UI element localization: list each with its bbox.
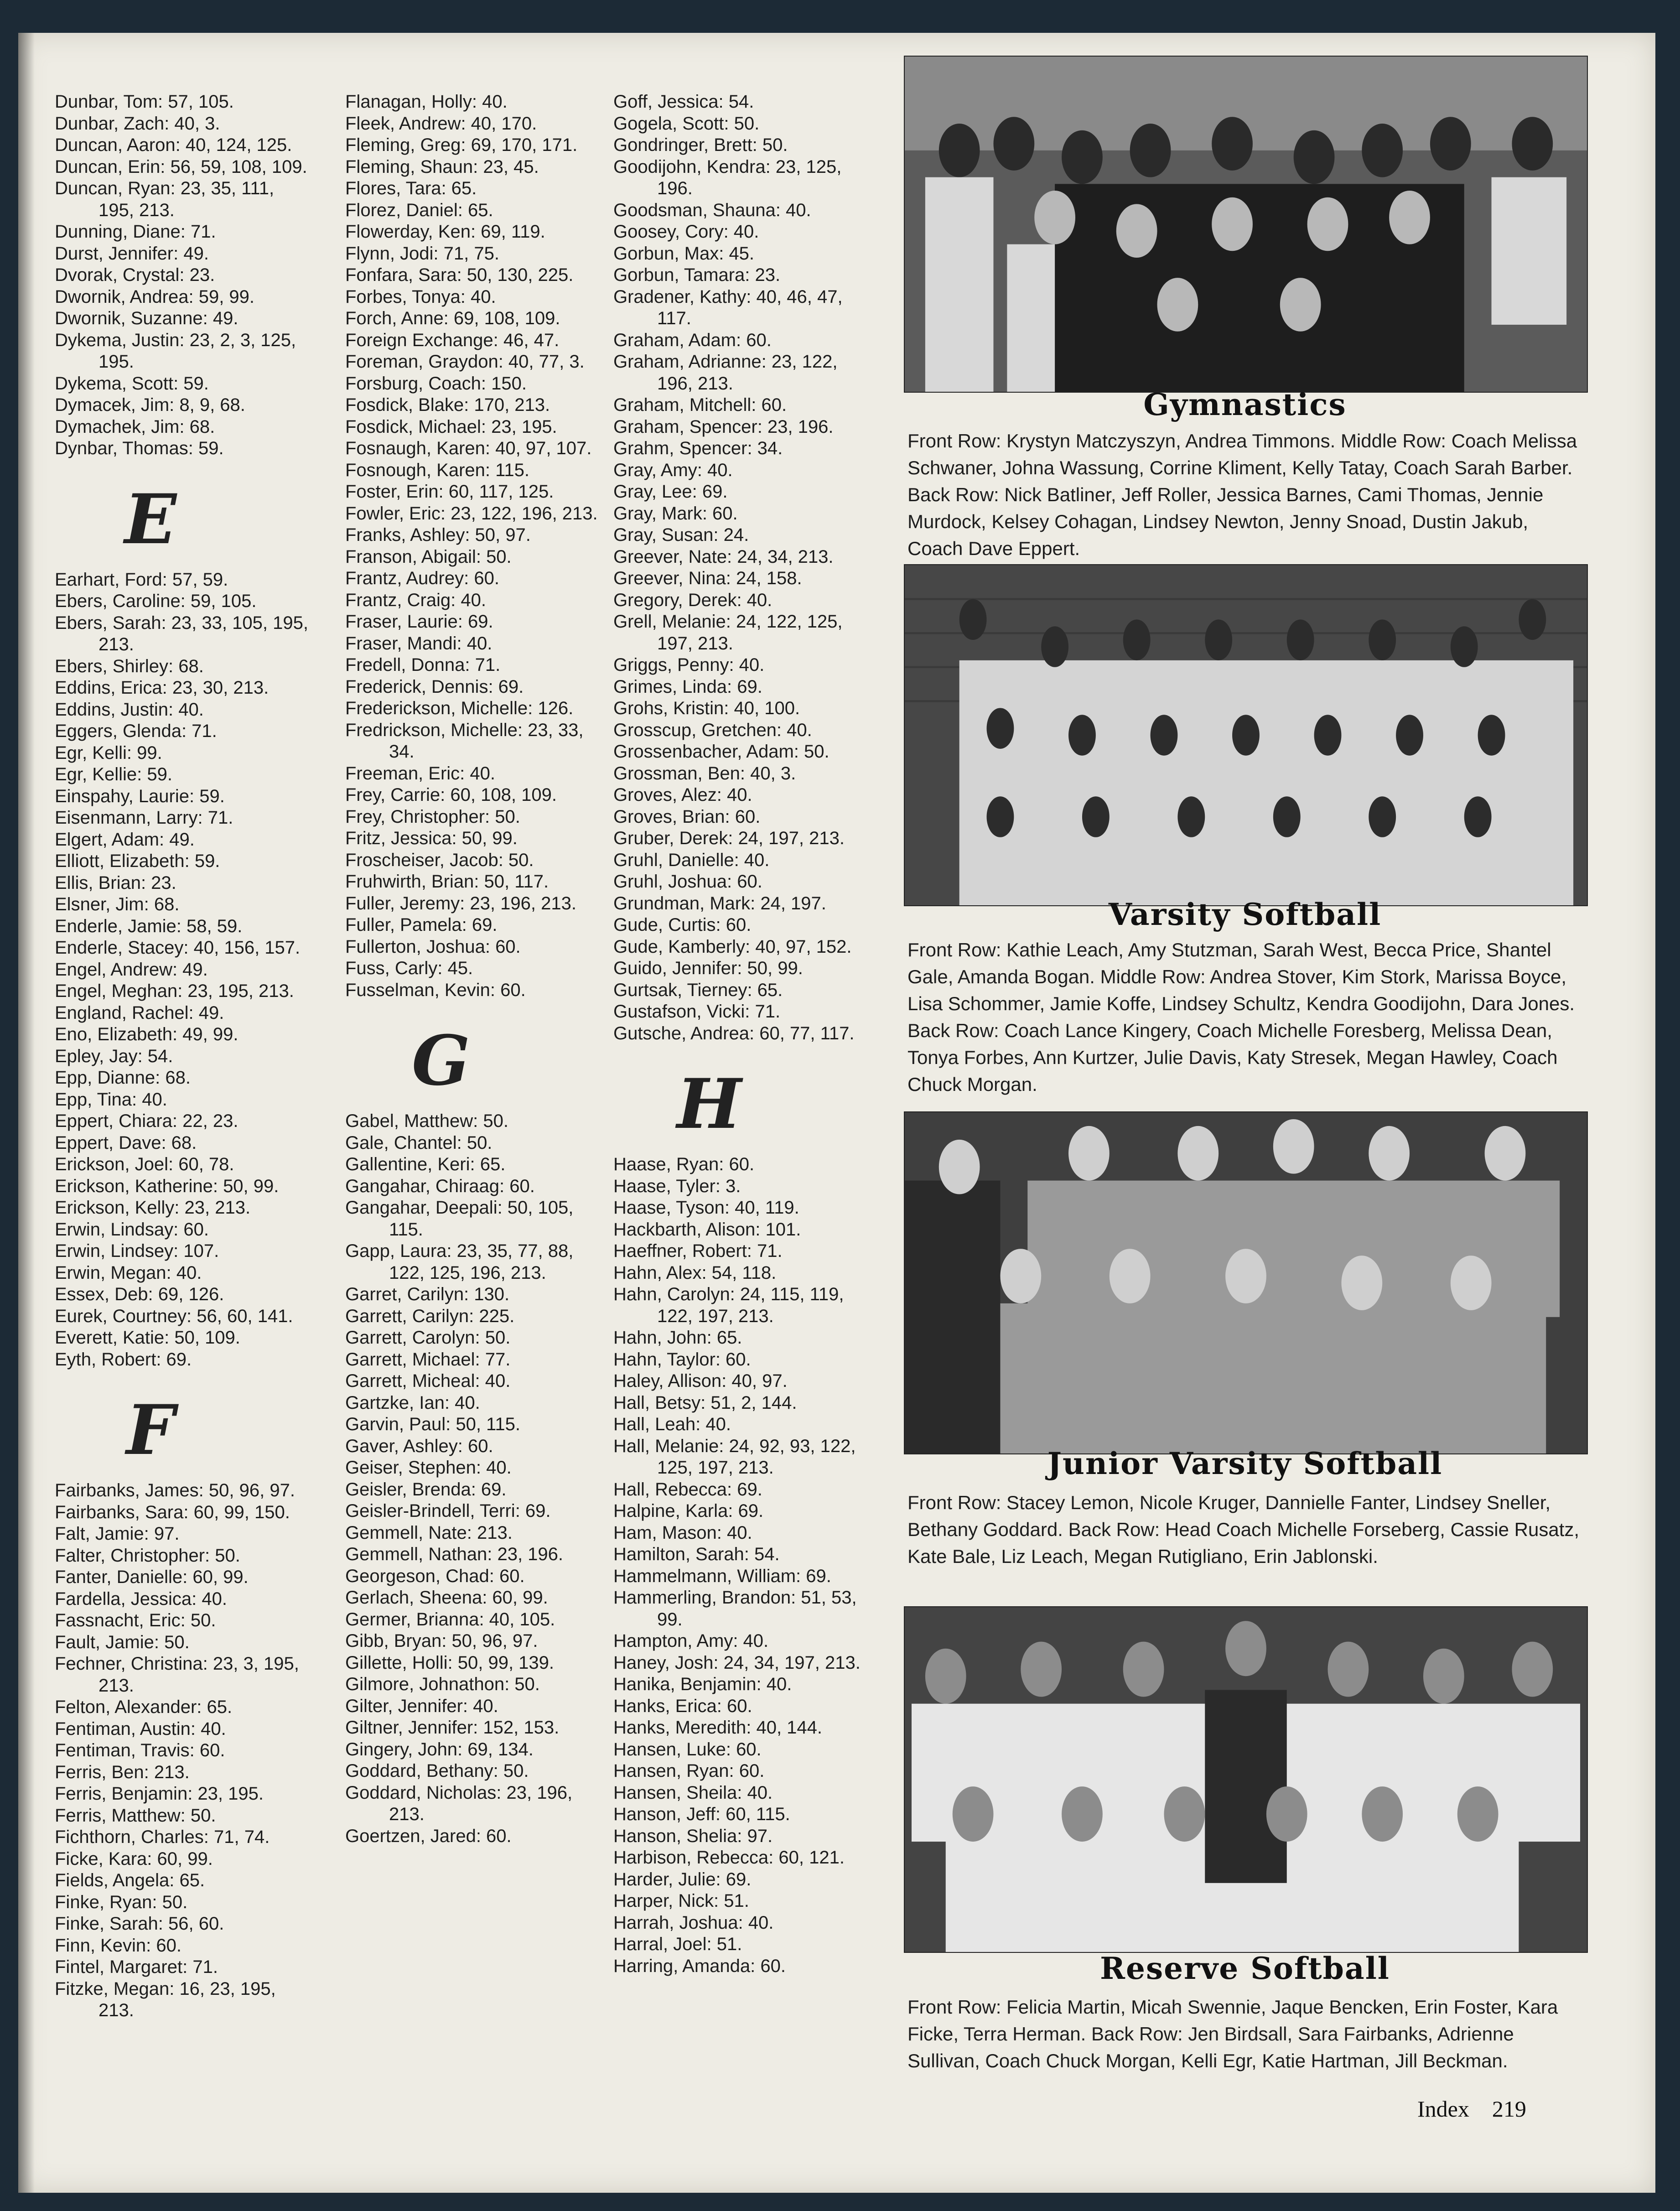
index-group-f-cont (345, 91, 601, 1001)
index-entry: Frey, Christopher: 50. (345, 806, 520, 827)
index-entry: Hansen, Sheila: 40. (613, 1782, 773, 1803)
index-entry: Georgeson, Chad: 60. (345, 1566, 525, 1586)
index-entry: Egr, Kellie: 59. (55, 764, 172, 784)
index-entry: Fentiman, Travis: 60. (55, 1740, 225, 1760)
index-entry: Gregory, Derek: 40. (613, 590, 773, 610)
index-entry: Garrett, Michael: 77. (345, 1349, 511, 1370)
index-entry: Everett, Katie: 50, 109. (55, 1328, 240, 1348)
index-entry: Graham, Mitchell: 60. (613, 395, 787, 415)
index-entry: Earhart, Ford: 57, 59. (55, 569, 228, 590)
index-entry: Griggs, Penny: 40. (613, 655, 765, 675)
varsity-softball-team-photo (904, 564, 1588, 906)
index-entry: Grundman, Mark: 24, 197. (613, 893, 826, 913)
index-entry: Fosdick, Blake: 170, 213. (345, 395, 550, 415)
index-entry: Finke, Sarah: 56, 60. (55, 1914, 224, 1934)
index-entry: Grossenbacher, Adam: 50. (613, 742, 830, 762)
index-entry: Geisler, Brenda: 69. (345, 1479, 507, 1500)
index-group-d (55, 91, 310, 460)
index-entry: Gray, Mark: 60. (613, 503, 738, 524)
index-entry: Durst, Jennifer: 49. (55, 243, 209, 264)
index-entry: Erwin, Lindsay: 60. (55, 1219, 209, 1240)
index-entry: Dwornik, Suzanne: 49. (55, 308, 239, 328)
index-group-g (345, 1111, 601, 1847)
index-entry: Dunbar, Tom: 57, 105. (55, 92, 234, 112)
index-entry: Erwin, Megan: 40. (55, 1262, 202, 1283)
index-entry: Fowler, Eric: 23, 122, 196, 213. (345, 503, 598, 524)
index-entry: Grossman, Ben: 40, 3. (613, 763, 796, 784)
index-entry: Fechner, Christina: 23, 3, 195, 213. (55, 1654, 299, 1696)
index-entry: Haase, Tyson: 40, 119. (613, 1198, 799, 1218)
index-entry: Erickson, Kelly: 23, 213. (55, 1198, 251, 1218)
index-entry: Goddard, Nicholas: 23, 196, 213. (345, 1782, 573, 1824)
index-entry: Hahn, Alex: 54, 118. (613, 1262, 777, 1283)
section-letter-g: G (411, 1021, 471, 1101)
index-entry: Gaver, Ashley: 60. (345, 1436, 493, 1456)
index-entry: Hahn, Carolyn: 24, 115, 119, 122, 197, 213. (613, 1284, 844, 1326)
index-entry: Eyth, Robert: 69. (55, 1349, 192, 1370)
index-entry: Dymachek, Jim: 68. (55, 416, 215, 437)
index-entry: Haase, Ryan: 60. (613, 1154, 755, 1174)
team-caption-reserve-softball: Front Row: Felicia Martin, Micah Swennie, Jaque Bencken, Erin Foster, Kara Ficke, Terra Herman. Back Row: Jen Birdsall, Sara Fairbanks, Adrienne Sullivan, Coach Chuck Morgan, Kelli Egr, Katie Hartman, Jill Beckman. (907, 1996, 1558, 2071)
index-entry: Grell, Melanie: 24, 122, 125, 197, 213. (613, 612, 843, 654)
index-entry: Flores, Tara: 65. (345, 178, 477, 198)
index-entry: Fonfara, Sara: 50, 130, 225. (345, 265, 574, 285)
index-entry: Grohs, Kristin: 40, 100. (613, 698, 800, 718)
index-entry: Giltner, Jennifer: 152, 153. (345, 1718, 560, 1738)
index-entry: Gude, Curtis: 60. (613, 915, 752, 935)
index-entry: Fentiman, Austin: 40. (55, 1718, 226, 1739)
index-entry: Dunning, Diane: 71. (55, 222, 216, 242)
index-entry: Ebers, Shirley: 68. (55, 656, 204, 676)
index-entry: Hanks, Erica: 60. (613, 1696, 752, 1716)
index-entry: Goodsman, Shauna: 40. (613, 200, 811, 220)
section-letter-f: F (126, 1390, 175, 1470)
index-entry: Harbison, Rebecca: 60, 121. (613, 1848, 845, 1868)
index-entry: Foreman, Graydon: 40, 77, 3. (345, 352, 585, 372)
index-entry: Engel, Meghan: 23, 195, 213. (55, 981, 294, 1001)
index-entry: Fleming, Shaun: 23, 45. (345, 156, 539, 177)
index-entry: Ficke, Kara: 60, 99. (55, 1848, 213, 1869)
index-entry: Froscheiser, Jacob: 50. (345, 850, 534, 870)
index-entry: Essex, Deb: 69, 126. (55, 1284, 224, 1304)
index-entry: Graham, Spencer: 23, 196. (613, 416, 834, 437)
index-entry: Elgert, Adam: 49. (55, 829, 195, 850)
index-entry: Einspahy, Laurie: 59. (55, 786, 225, 806)
index-entry: Gale, Chantel: 50. (345, 1132, 493, 1153)
team-caption-varsity-softball: Front Row: Kathie Leach, Amy Stutzman, Sarah West, Becca Price, Shantel Gale, Amanda Bogan. Middle Row: Andrea Stover, Kim Stork, Marissa Boyce, Lisa Schommer, Jamie Koffe, Lindsey Schultz, Kendra Goodijohn, Dara Jones. Back Row: Coach Lance Kingery, Coach Michelle Foresberg, Melissa Dean, Tonya Forbes, Ann Kurtzer, Julie Davis, Katy Stresek, Megan Hawley, Coach Chuck Morgan. (907, 939, 1575, 1095)
index-entry: Frederickson, Michelle: 126. (345, 698, 574, 718)
index-group-h (613, 1154, 869, 1977)
team-caption-junior-varsity-softball: Front Row: Stacey Lemon, Nicole Kruger, Dannielle Fanter, Lindsey Sneller, Bethany Goddard. Back Row: Head Coach Michelle Forseberg, Cassie Rusatz, Kate Bale, Liz Leach, Megan Rutigliano, Erin Jablonski. (907, 1492, 1580, 1567)
index-entry: Freeman, Eric: 40. (345, 763, 496, 784)
index-entry: Elsner, Jim: 68. (55, 894, 180, 914)
index-entry: Gray, Lee: 69. (613, 482, 728, 502)
index-entry: Dunbar, Zach: 40, 3. (55, 113, 220, 134)
index-entry: Fosnough, Karen: 115. (345, 460, 529, 480)
index-entry: Hackbarth, Alison: 101. (613, 1219, 801, 1240)
index-entry: Felton, Alexander: 65. (55, 1697, 233, 1717)
index-entry: Frey, Carrie: 60, 108, 109. (345, 785, 557, 805)
index-entry: Gangahar, Deepali: 50, 105, 115. (345, 1198, 574, 1240)
index-entry: Hanson, Shelia: 97. (613, 1826, 773, 1846)
index-entry: Fleek, Andrew: 40, 170. (345, 113, 537, 134)
index-entry: Gerlach, Sheena: 60, 99. (345, 1588, 548, 1608)
index-entry: Hahn, John: 65. (613, 1328, 742, 1348)
index-entry: Gemmell, Nate: 213. (345, 1522, 513, 1543)
index-entry: Foreign Exchange: 46, 47. (345, 330, 560, 350)
index-entry: Garrett, Carilyn: 225. (345, 1306, 515, 1326)
index-entry: Gustafson, Vicki: 71. (613, 1002, 781, 1022)
index-entry: Grosscup, Gretchen: 40. (613, 720, 812, 740)
reserve-softball-team-photo (904, 1606, 1588, 1953)
index-entry: Gibb, Bryan: 50, 96, 97. (345, 1631, 538, 1651)
index-entry: Duncan, Ryan: 23, 35, 111, 195, 213. (55, 178, 275, 220)
index-entry: Hanika, Benjamin: 40. (613, 1674, 792, 1694)
index-entry: Epp, Dianne: 68. (55, 1068, 191, 1088)
index-entry: Hansen, Luke: 60. (613, 1739, 762, 1759)
index-entry: Gutsche, Andrea: 60, 77, 117. (613, 1023, 855, 1043)
index-entry: Gorbun, Tamara: 23. (613, 265, 781, 285)
index-entry: Gurtsak, Tierney: 65. (613, 980, 783, 1000)
index-entry: Forbes, Tonya: 40. (345, 286, 496, 307)
index-entry: Fuller, Jeremy: 23, 196, 213. (345, 893, 576, 913)
index-entry: Hall, Melanie: 24, 92, 93, 122, 125, 197, 213. (613, 1436, 856, 1478)
index-entry: Eggers, Glenda: 71. (55, 721, 217, 741)
index-group-f (55, 1480, 310, 2022)
index-entry: Hammelmann, William: 69. (613, 1566, 831, 1586)
index-entry: Grimes, Linda: 69. (613, 676, 762, 697)
index-entry: Frantz, Craig: 40. (345, 590, 487, 610)
index-entry: Gallentine, Keri: 65. (345, 1154, 506, 1174)
index-entry: Eisenmann, Larry: 71. (55, 808, 233, 828)
index-entry: Gilter, Jennifer: 40. (345, 1696, 498, 1716)
index-entry: Hampton, Amy: 40. (613, 1631, 769, 1651)
team-title-junior-varsity-softball: Junior Varsity Softball (1047, 1446, 1443, 1481)
section-letter-e: E (124, 479, 177, 560)
index-entry: Gruhl, Joshua: 60. (613, 872, 762, 892)
index-entry: Haase, Tyler: 3. (613, 1176, 741, 1196)
index-entry: Eurek, Courtney: 56, 60, 141. (55, 1306, 293, 1326)
index-entry: Hall, Betsy: 51, 2, 144. (613, 1392, 797, 1413)
index-entry: Ham, Mason: 40. (613, 1522, 752, 1543)
index-entry: Grahm, Spencer: 34. (613, 438, 783, 458)
index-entry: Epley, Jay: 54. (55, 1046, 173, 1066)
index-entry: Dynbar, Thomas: 59. (55, 438, 224, 458)
index-entry: Ebers, Caroline: 59, 105. (55, 591, 257, 611)
index-entry: Haney, Josh: 24, 34, 197, 213. (613, 1652, 861, 1673)
index-entry: Gogela, Scott: 50. (613, 113, 760, 134)
index-entry: Fosdick, Michael: 23, 195. (345, 416, 557, 437)
index-entry: Gray, Amy: 40. (613, 460, 733, 480)
team-title-varsity-softball: Varsity Softball (1108, 897, 1382, 932)
index-entry: Eppert, Chiara: 22, 23. (55, 1111, 239, 1131)
index-entry: Gorbun, Max: 45. (613, 243, 755, 264)
index-entry: Harral, Joel: 51. (613, 1934, 742, 1954)
index-entry: Dykema, Justin: 23, 2, 3, 125, 195. (55, 330, 296, 372)
binding-shadow (18, 33, 35, 2193)
team-title-reserve-softball: Reserve Softball (1100, 1951, 1390, 1986)
index-entry: Fosnaugh, Karen: 40, 97, 107. (345, 438, 592, 458)
index-entry: Gude, Kamberly: 40, 97, 152. (613, 936, 852, 957)
page-footer (1417, 2096, 1549, 2122)
index-entry: Harrah, Joshua: 40. (613, 1912, 774, 1933)
index-entry: Finke, Ryan: 50. (55, 1892, 188, 1912)
index-entry: Greever, Nina: 24, 158. (613, 568, 802, 588)
index-entry: Fassnacht, Eric: 50. (55, 1610, 216, 1630)
index-entry: Hanson, Jeff: 60, 115. (613, 1804, 790, 1824)
index-entry: Eppert, Dave: 68. (55, 1132, 197, 1153)
index-entry: Gangahar, Chiraag: 60. (345, 1176, 535, 1196)
index-entry: Haley, Allison: 40, 97. (613, 1371, 788, 1391)
index-entry: Hahn, Taylor: 60. (613, 1349, 751, 1370)
index-entry: Hammerling, Brandon: 51, 53, 99. (613, 1588, 857, 1630)
index-entry: Epp, Tina: 40. (55, 1089, 167, 1110)
index-entry: Ebers, Sarah: 23, 33, 105, 195, 213. (55, 612, 308, 654)
index-entry: Geisler-Brindell, Terri: 69. (345, 1501, 551, 1521)
index-column-3 (613, 91, 869, 1977)
index-entry: Goertzen, Jared: 60. (345, 1826, 512, 1846)
index-entry: Garvin, Paul: 50, 115. (345, 1414, 520, 1434)
index-entry: Forsburg, Coach: 150. (345, 373, 527, 394)
index-entry: Fichthorn, Charles: 71, 74. (55, 1827, 270, 1847)
index-entry: Frederick, Dennis: 69. (345, 676, 524, 697)
index-entry: Fault, Jamie: 50. (55, 1632, 190, 1652)
index-entry: Elliott, Elizabeth: 59. (55, 851, 220, 871)
index-entry: Florez, Daniel: 65. (345, 200, 493, 220)
index-entry: Fleming, Greg: 69, 170, 171. (345, 135, 578, 155)
index-entry: Fairbanks, Sara: 60, 99, 150. (55, 1502, 290, 1522)
gymnastics-team-photo (904, 56, 1588, 393)
team-caption-gymnastics: Front Row: Krystyn Matczyszyn, Andrea Timmons. Middle Row: Coach Melissa Schwaner, Johna Wassung, Corrine Kliment, Kelly Tatay, Coach Sarah Barber. Back Row: Nick Batliner, Jeff Roller, Jessica Barnes, Cami Thomas, Jennie Murdock, Kelsey Cohagan, Lindsey Newton, Jenny Snoad, Dustin Jakub, Coach Dave Eppert. (907, 430, 1577, 559)
index-entry: Dwornik, Andrea: 59, 99. (55, 286, 255, 307)
index-entry: Hanks, Meredith: 40, 144. (613, 1718, 823, 1738)
index-entry: Foster, Erin: 60, 117, 125. (345, 482, 554, 502)
index-entry: Graham, Adrianne: 23, 122, 196, 213. (613, 352, 838, 394)
index-entry: Flynn, Jodi: 71, 75. (345, 243, 499, 264)
index-entry: Gapp, Laura: 23, 35, 77, 88, 122, 125, 196, 213. (345, 1241, 574, 1283)
index-entry: England, Rachel: 49. (55, 1002, 224, 1023)
index-entry: Gilmore, Johnathon: 50. (345, 1674, 540, 1694)
index-entry: Groves, Alez: 40. (613, 785, 752, 805)
page-number: 219 (1492, 2096, 1526, 2122)
index-entry: Enderle, Jamie: 58, 59. (55, 916, 243, 936)
index-entry: Falt, Jamie: 97. (55, 1524, 180, 1544)
index-entry: Goddard, Bethany: 50. (345, 1761, 529, 1781)
index-entry: Ferris, Benjamin: 23, 195. (55, 1784, 264, 1804)
index-entry: Erwin, Lindsey: 107. (55, 1241, 219, 1261)
index-entry: Erickson, Joel: 60, 78. (55, 1154, 234, 1174)
section-letter-h: H (677, 1064, 741, 1144)
index-entry: Gruhl, Danielle: 40. (613, 850, 770, 870)
index-entry: Guido, Jennifer: 50, 99. (613, 958, 803, 978)
index-entry: Gradener, Kathy: 40, 46, 47, 117. (613, 286, 843, 328)
index-entry: Fuss, Carly: 45. (345, 958, 473, 978)
index-entry: Gabel, Matthew: 50. (345, 1111, 508, 1131)
index-entry: Fritz, Jessica: 50, 99. (345, 828, 518, 848)
index-entry: Gondringer, Brett: 50. (613, 135, 788, 155)
index-entry: Fullerton, Joshua: 60. (345, 936, 521, 957)
index-entry: Gartzke, Ian: 40. (345, 1392, 480, 1413)
index-entry: Enderle, Stacey: 40, 156, 157. (55, 938, 301, 958)
index-entry: Gingery, John: 69, 134. (345, 1739, 534, 1759)
index-entry: Garrett, Micheal: 40. (345, 1371, 511, 1391)
index-entry: Fairbanks, James: 50, 96, 97. (55, 1480, 295, 1500)
index-entry: Harder, Julie: 69. (613, 1869, 752, 1889)
index-entry: Egr, Kelli: 99. (55, 742, 162, 763)
index-entry: Dykema, Scott: 59. (55, 373, 209, 394)
index-entry: Duncan, Aaron: 40, 124, 125. (55, 135, 292, 155)
junior-varsity-softball-team-photo (904, 1111, 1588, 1454)
index-entry: Fredell, Donna: 71. (345, 655, 501, 675)
index-entry: Haeffner, Robert: 71. (613, 1241, 783, 1261)
index-entry: Fusselman, Kevin: 60. (345, 980, 526, 1000)
index-entry: Dvorak, Crystal: 23. (55, 265, 215, 285)
index-entry: Garrett, Carolyn: 50. (345, 1328, 511, 1348)
index-entry: Eddins, Justin: 40. (55, 699, 204, 720)
index-entry: Harper, Nick: 51. (613, 1891, 749, 1911)
index-column-1 (55, 91, 310, 2022)
index-column-2 (345, 91, 601, 1847)
index-entry: Gruber, Derek: 24, 197, 213. (613, 828, 845, 848)
index-entry: Fardella, Jessica: 40. (55, 1588, 227, 1609)
index-entry: Finn, Kevin: 60. (55, 1935, 181, 1956)
index-entry: Flowerday, Ken: 69, 119. (345, 222, 545, 242)
footer-section-label: Index (1417, 2096, 1469, 2122)
index-entry: Erickson, Katherine: 50, 99. (55, 1176, 279, 1196)
index-entry: Halpine, Karla: 69. (613, 1501, 764, 1521)
index-entry: Dymacek, Jim: 8, 9, 68. (55, 395, 245, 415)
index-group-e (55, 569, 310, 1371)
index-entry: Frantz, Audrey: 60. (345, 568, 499, 588)
index-entry: Fitzke, Megan: 16, 23, 195, 213. (55, 1978, 276, 2020)
index-entry: Fanter, Danielle: 60, 99. (55, 1567, 249, 1587)
index-entry: Greever, Nate: 24, 34, 213. (613, 546, 834, 567)
index-entry: Fuller, Pamela: 69. (345, 915, 498, 935)
index-group-g-cont (613, 91, 869, 1044)
index-entry: Gillette, Holli: 50, 99, 139. (345, 1652, 555, 1673)
index-entry: Hamilton, Sarah: 54. (613, 1544, 780, 1564)
index-entry: Goff, Jessica: 54. (613, 92, 754, 112)
index-entry: Franks, Ashley: 50, 97. (345, 525, 531, 545)
index-entry: Gray, Susan: 24. (613, 525, 749, 545)
index-entry: Forch, Anne: 69, 108, 109. (345, 308, 560, 328)
index-entry: Franson, Abigail: 50. (345, 546, 512, 567)
index-entry: Ferris, Ben: 213. (55, 1762, 190, 1782)
index-entry: Fraser, Laurie: 69. (345, 612, 493, 632)
index-entry: Fields, Angela: 65. (55, 1870, 205, 1890)
index-entry: Ellis, Brian: 23. (55, 872, 176, 893)
index-entry: Ferris, Matthew: 50. (55, 1805, 216, 1826)
index-entry: Engel, Andrew: 49. (55, 959, 208, 980)
index-entry: Hall, Rebecca: 69. (613, 1479, 762, 1500)
index-entry: Duncan, Erin: 56, 59, 108, 109. (55, 156, 307, 177)
index-entry: Fruhwirth, Brian: 50, 117. (345, 872, 549, 892)
index-entry: Hansen, Ryan: 60. (613, 1761, 765, 1781)
index-entry: Eddins, Erica: 23, 30, 213. (55, 678, 269, 698)
index-entry: Flanagan, Holly: 40. (345, 92, 508, 112)
index-entry: Falter, Christopher: 50. (55, 1545, 240, 1566)
index-entry: Harring, Amanda: 60. (613, 1956, 786, 1976)
index-entry: Geiser, Stephen: 40. (345, 1458, 512, 1478)
index-entry: Groves, Brian: 60. (613, 806, 761, 827)
index-entry: Fraser, Mandi: 40. (345, 633, 493, 654)
index-entry: Fredrickson, Michelle: 23, 33, 34. (345, 720, 584, 762)
index-entry: Eno, Elizabeth: 49, 99. (55, 1024, 239, 1044)
index-entry: Gemmell, Nathan: 23, 196. (345, 1544, 564, 1564)
index-entry: Graham, Adam: 60. (613, 330, 772, 350)
index-entry: Garret, Carilyn: 130. (345, 1284, 510, 1304)
team-title-gymnastics: Gymnastics (1143, 387, 1347, 422)
index-entry: Hall, Leah: 40. (613, 1414, 731, 1434)
index-entry: Fintel, Margaret: 71. (55, 1957, 218, 1977)
index-entry: Goodijohn, Kendra: 23, 125, 196. (613, 156, 842, 198)
index-entry: Goosey, Cory: 40. (613, 222, 759, 242)
index-entry: Germer, Brianna: 40, 105. (345, 1609, 555, 1630)
